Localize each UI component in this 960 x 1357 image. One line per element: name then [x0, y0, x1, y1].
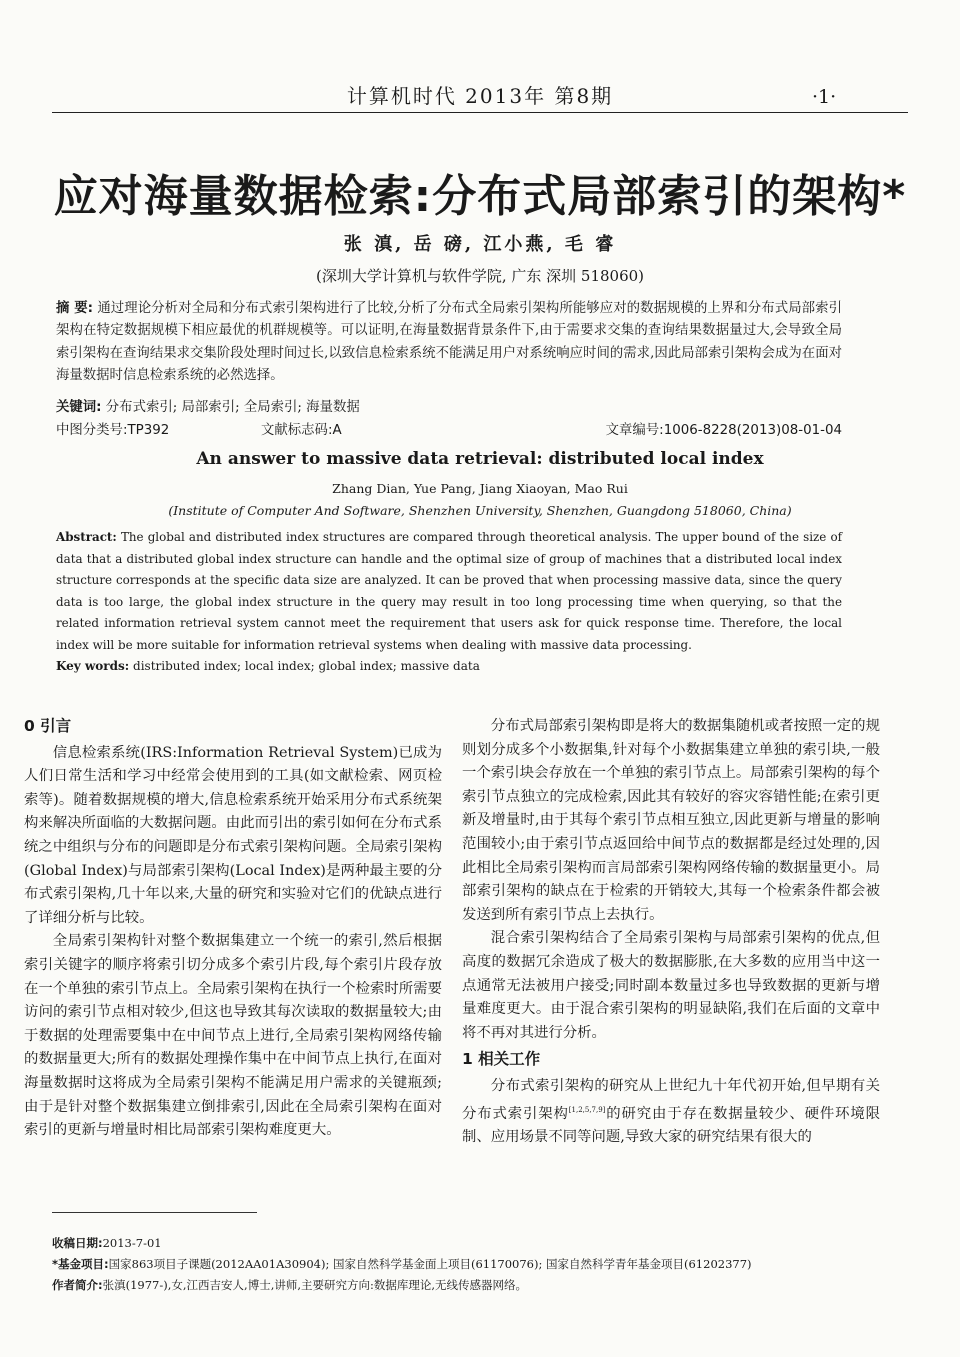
bio-label: 作者简介:: [52, 1278, 103, 1292]
footnote-bio: [52, 1275, 912, 1296]
left-paragraph-1: 信息检索系统(IRS:Information Retrieval System)已成为人们日常生活和学习中经常会使用到的工具(如文献检索、网页检索等)。随着数据规模的增大,信息检索系统开始采用分布式系统架构来解决所面临的大数据问题。由此而引出的索引如何在分布式系统之中组织与分布的问题即是分布式索引架构问题。全局索引架构(Global Index)与局部索引架构(Local Index)是两种最主要的分布式索引架构,几十年以来,大量的研究和实验对它们的优缺点进行了详细分析与比较。: [24, 744, 442, 926]
affiliation-cn: (深圳大学计算机与软件学院, 广东 深圳 518060): [315, 267, 645, 285]
received-label: 收稿日期:: [52, 1236, 103, 1250]
body-column-left: [24, 715, 442, 1143]
body-column-right: [462, 715, 880, 1149]
page-number: ·1·: [812, 86, 837, 108]
english-authors: Zhang Dian, Yue Pang, Jiang Xiaoyan, Mao Rui: [332, 481, 628, 496]
footnote-rule: [52, 1212, 257, 1213]
abstract-cn: [56, 298, 842, 388]
right-paragraph-3: [462, 1075, 880, 1150]
abstract-en-text: The global and distributed index structures are compared through theoretical analysis. The upper bound of the size of data that a distributed global index structure can handle and the optimal size of group of machines that a distributed local index structure corresponds at the specific data size are analyzed. It can be proved that when processing massive data, since the query data is too large, the global index structure in the query may result in too long processing time when querying, so that the related information retrieval system cannot meet the requirement that users ask for quick response time. Therefore, the local index will be more suitable for information retrieval systems when dealing with massive data processing.: [56, 530, 843, 652]
article-number: 文章编号:1006-8228(2013)08-01-04: [605, 423, 842, 438]
abstract-en-label: Abstract:: [56, 530, 117, 544]
abstract-cn-text: 通过理论分析对全局和分布式索引架构进行了比较,分析了分布式全局索引架构所能够应对的数据规模的上界和分布式局部索引架构在特定数据规模下相应最优的机群规模等。可以证明,在海量数据背景条件下,由于需要求交集的查询结果数据量过大,会导致全局索引架构在查询结果求交集阶段处理时间过长,以致信息检索系统不能满足用户对系统响应时间的需求,因此局部索引架构会成为在面对海量数据时信息检索系统的必然选择。: [56, 301, 842, 384]
abstract-cn-label: 摘 要:: [56, 301, 94, 316]
keywords-en: [56, 659, 842, 673]
english-title: An answer to massive data retrieval: distributed local index: [196, 449, 764, 469]
keywords-cn-text: 分布式索引; 局部索引; 全局索引; 海量数据: [105, 400, 360, 415]
header-rule: [52, 112, 908, 113]
keywords-cn: [56, 396, 842, 415]
keywords-en-text: distributed index; local index; global index; massive data: [133, 659, 480, 673]
journal-header: 计算机时代 2013年 第8期: [346, 84, 614, 108]
footnotes: [52, 1233, 912, 1296]
abstract-en: [56, 527, 842, 657]
authors-cn: 张 滇, 岳 磅, 江小燕, 毛 睿: [343, 234, 617, 255]
paper-title: 应对海量数据检索:分布式局部索引的架构*: [53, 171, 907, 222]
left-paragraph-2: 全局索引架构针对整个数据集建立一个统一的索引,然后根据索引关键字的顺序将索引切分成多个索引片段,每个索引片段存放在一个单独的索引节点上。全局索引架构在执行一个检索时所需要访问的索引节点相对较少,但这也导致其每次读取的数据量较大;由于数据的处理需要集中在中间节点上进行,全局索引架构网络传输的数据量更大;所有的数据处理操作集中在中间节点上执行,在面对海量数据时这将成为全局索引架构不能满足用户需求的关键瓶颈;由于是针对整个数据集建立倒排索引,因此在全局索引架构在面对索引的更新与增量时相比局部索引架构难度更大。: [24, 933, 442, 1139]
keywords-en-label: Key words:: [56, 659, 130, 673]
doc-code: 文献标志码:A: [261, 423, 342, 438]
section-0-heading: 0 引言: [24, 717, 72, 735]
fund-text: 国家863项目子课题(2012AA01A30904); 国家自然科学基金面上项目(61170076); 国家自然科学青年基金项目(61202377): [108, 1257, 752, 1271]
english-affiliation: (Institute of Computer And Software, Shenzhen University, Shenzhen, Guangdong 518060, China): [168, 503, 792, 518]
footnote-received: [52, 1233, 912, 1254]
bio-text: 张滇(1977-),女,江西吉安人,博士,讲师,主要研究方向:数据库理论,无线传感器网络。: [102, 1278, 528, 1292]
footnote-fund: [52, 1254, 912, 1275]
right-paragraph-3-b: 的研究由于存在数据量较少、硬件环境限制、应用场景不同等问题,导致大家的研究结果有很大的: [462, 1105, 880, 1145]
classification-row: [56, 419, 842, 439]
clc-number: 中图分类号:TP392: [56, 423, 170, 438]
right-paragraph-2: 混合索引架构结合了全局索引架构与局部索引架构的优点,但高度的数据冗余造成了极大的数据膨胀,在大多数的应用当中这一点通常无法被用户接受;同时副本数量过多也导致数据的更新与增量难度更大。由于混合索引架构的明显缺陷,我们在后面的文章中将不再对其进行分析。: [462, 930, 880, 1041]
fund-label: *基金项目:: [52, 1257, 109, 1271]
received-text: 2013-7-01: [102, 1236, 162, 1250]
section-1-heading: 1 相关工作: [462, 1050, 541, 1069]
right-paragraph-1: 分布式局部索引架构即是将大的数据集随机或者按照一定的规则划分成多个小数据集,针对每个小数据集建立单独的索引块,一般一个索引块会存放在一个单独的索引节点上。局部索引架构的每个索引节点独立的完成检索,因此其有较好的容灾容错性能;在索引更新及增量时,由于其每个索引节点相互独立,因此更新与增量的影响范围较小;由于索引节点返回给中间节点的数据都是经过处理的,因此相比全局索引架构而言局部索引架构网络传输的数据量更小。局部索引架构的缺点在于检索的开销较大,其每一个检索条件都会被发送到所有索引节点上去执行。: [462, 718, 880, 923]
keywords-cn-label: 关键词:: [56, 400, 102, 415]
citation-ref: [1,2,5,7,9]: [568, 1105, 606, 1114]
right-paragraph-3-a: 分布式索引架构的研究从上世纪九十年代初开始,但早期有关分布式索引架构: [462, 1077, 880, 1122]
